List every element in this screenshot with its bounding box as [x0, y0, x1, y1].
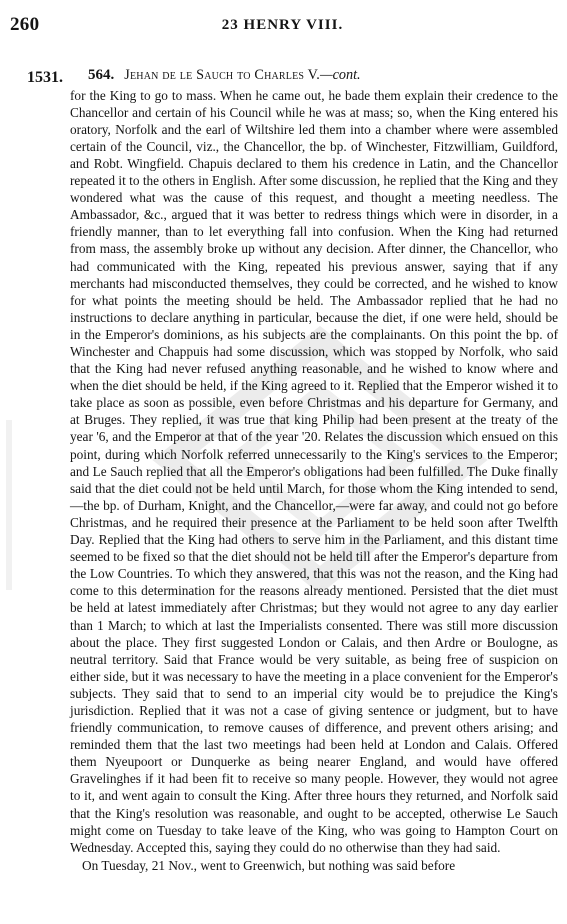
main-content [70, 67, 558, 874]
body-paragraph-2: On Tuesday, 21 Nov., went to Greenwich, but nothing was said before [82, 857, 456, 873]
entry-continued: —cont. [320, 67, 361, 83]
side-stamp [4, 420, 14, 590]
entry-title: Jehan de le Sauch to Charles V. [124, 67, 321, 83]
entry-number: 564. [88, 67, 115, 83]
page-number: 260 [10, 14, 40, 35]
body-paragraph-1: for the King to go to mass. When he came out, he bade them explain their credence to the Chancellor and certain of his Council while he was at mass; so, when the King entered his oratory, Norfolk and the earl of Wiltshire led them into a chamber where were assembled certain of the Council, viz., the Chancellor, the bp. of Winchester, Fitzwilliam, Guildford, and Robt. Wingfield. Chapuis declared to them his credence in Latin, and the Chancellor repeated it to the others in English. After some discussion, he replied that the King and they wondered what was the cause of this request, and thought a meeting needless. The Ambassador, &c., argued that it was better to redress things which were in disorder, in a friendly manner, than to let everything fall into confusion. When the King had returned from mass, the assembly broke up without any decision. After dinner, the Chancellor, who had communicated with the King, repeated his previous answer, saying that if any merchants had misconducted themselves, they could be corrected, and he wished to know for what points the meeting should be held. The Ambassador replied that he had no instructions to declare anything in particular, because the diet, if one were held, should be in the Emperor's dominions, as his subjects are the complainants. On this point the bp. of Winchester and Chappuis had some discussion, which was stopped by Norfolk, who said that the King had never refused anything reasonable, and he wished to know where and when the diet should be held, if the King agreed to it. Replied that the Emperor wished it to take place as soon as possible, even before Christmas and his departure for Germany, and at Bruges. They replied, it was true that king Philip had been present at the treaty of the year '6, and the Emperor at that of the year '20. Relates the discussion which ensued on this point, during which Norfolk referred unnecessarily to the King's services to the Emperor; and Le Sauch replied that all the Emperor's obligations had been fulfilled. The Duke finally said that the diet could not be held until March, for those whom the King intended to send,—the bp. of Durham, Knight, and the Chancellor,—were far away, and could not go before Christmas, and he required their presence at the Parliament to be held soon after Twelfth Day. Replied that the King had others to serve him in the Parliament, and this distant time seemed to be fixed so that the diet should not be held till after the Emperor's departure from the Low Countries. To which they answered, that this was not the reason, and the King had come to this determination for the reasons already mentioned. Persisted that the diet must be held at latest immediately after Christmas; but they would not agree to any day earlier than 1 March; to which at last the Imperialists consented. There was still more discussion about the place. They first suggested London or Calais, and then Ardre or Boulogne, as neutral territory. Said that France would be very suitable, as being free of suspicion on either side, but it was necessary to have the meeting in a place convenient for the Emperor's subjects. They said that to send to an imperial city would be to prejudice the King's jurisdiction. Replied that it was not a case of giving sentence or judgment, but to have friendly communication, to remove causes of difference, and prevent others arising; and reminded them that the last two meetings had been held at London and Calais. Offered them Nyeupoort or Dunquerke as being nearer England, and would have offered Gravelinghes if it had been fit to receive so many people. However, they would not agree to it, and went again to consult the King. After three hours they returned, and Norfolk said that the King's resolution was reasonable, and ought to be accepted, otherwise Le Sauch might come on Tuesday to take leave of the King, who was going to Hampton Court on Wednesday. Accepted this, saying they could do no otherwise than they had said. [70, 87, 558, 855]
margin-year: 1531. [27, 69, 63, 86]
entry-heading [88, 67, 558, 85]
page-header [10, 14, 555, 40]
running-head: 23 HENRY VIII. [221, 17, 344, 33]
